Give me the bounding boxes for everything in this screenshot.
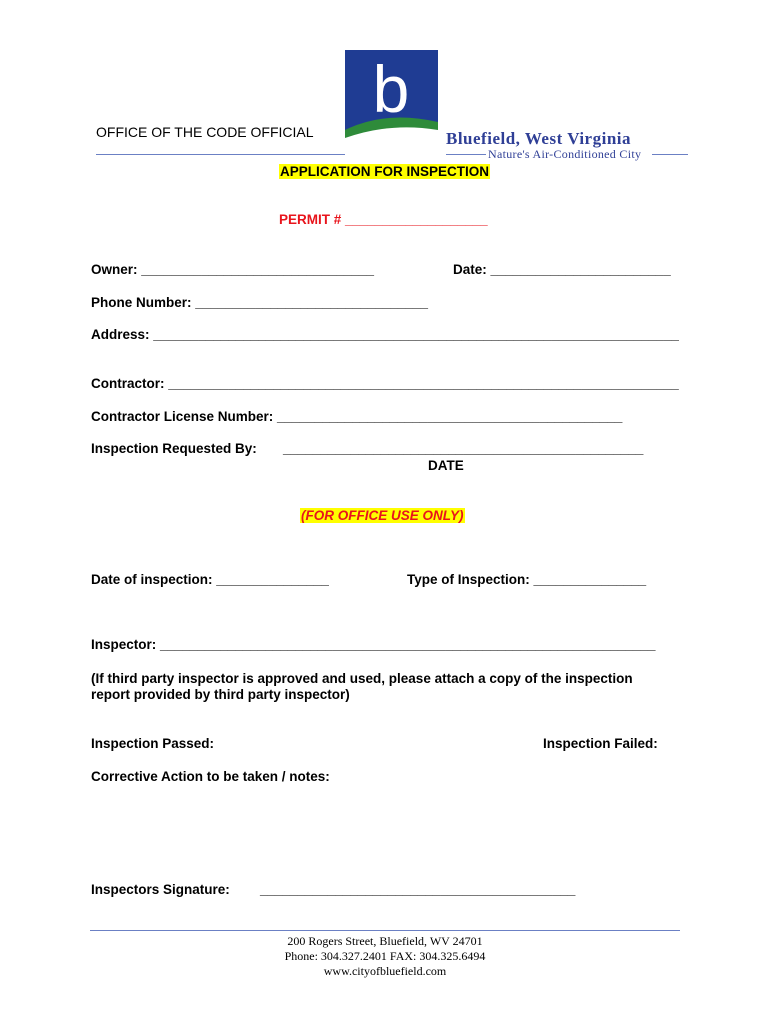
- logo-letter: b: [372, 52, 410, 126]
- requested-by-label: Inspection Requested By:: [91, 441, 257, 456]
- phone-field: Phone Number: _______________________________: [91, 295, 429, 310]
- date-field: Date: ________________________: [453, 262, 671, 277]
- contractor-license-field: Contractor License Number: ______________________________________________: [91, 409, 623, 424]
- footer-website: www.cityofbluefield.com: [323, 964, 447, 978]
- inspection-passed-label: Inspection Passed:: [91, 736, 215, 751]
- owner-field: Owner: _______________________________: [91, 262, 375, 277]
- office-title: OFFICE OF THE CODE OFFICIAL: [96, 124, 314, 140]
- header-rule-mid: [446, 154, 486, 155]
- header-rule-left: [96, 154, 345, 155]
- office-use-heading: (FOR OFFICE USE ONLY): [301, 508, 464, 523]
- city-tagline: Nature's Air-Conditioned City: [488, 147, 642, 161]
- footer-rule: [90, 930, 680, 931]
- city-name: Bluefield, West Virginia: [446, 129, 632, 148]
- type-of-inspection-field: Type of Inspection: _______________: [407, 572, 647, 587]
- date-of-inspection-field: Date of inspection: _______________: [91, 572, 329, 587]
- header-rule-right: [652, 154, 688, 155]
- corrective-action-label: Corrective Action to be taken / notes:: [91, 769, 330, 784]
- address-field: Address: ______________________________________________________________________: [91, 327, 679, 342]
- footer-address: 200 Rogers Street, Bluefield, WV 24701: [287, 934, 483, 948]
- form-title: APPLICATION FOR INSPECTION: [280, 164, 490, 179]
- third-party-note-line1: (If third party inspector is approved and used, please attach a copy of the inspection: [91, 671, 633, 686]
- footer-phone: Phone: 304.327.2401 FAX: 304.325.6494: [284, 949, 486, 963]
- date-label: DATE: [428, 458, 464, 473]
- signature-label: Inspectors Signature:: [91, 882, 230, 897]
- third-party-note-line2: report provided by third party inspector): [91, 687, 350, 702]
- requested-by-line: ________________________________________________: [283, 441, 644, 456]
- contractor-field: Contractor: ____________________________________________________________________: [91, 376, 679, 391]
- bluefield-logo-icon: [345, 50, 438, 146]
- permit-field: PERMIT # ___________________: [279, 212, 488, 227]
- signature-line: __________________________________________: [260, 882, 576, 897]
- inspector-field: Inspector: __________________________________________________________________: [91, 637, 656, 652]
- inspection-failed-label: Inspection Failed:: [543, 736, 658, 751]
